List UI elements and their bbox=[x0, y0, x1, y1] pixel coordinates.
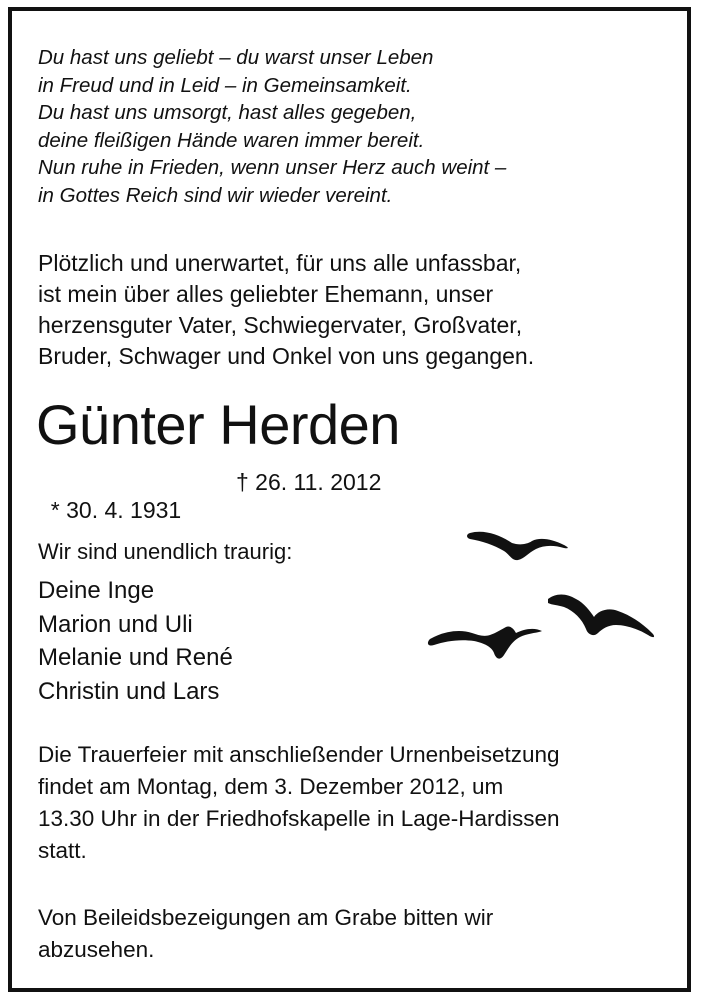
condolence-note bbox=[38, 902, 493, 966]
poem-line: in Gottes Reich sind wir wieder vereint. bbox=[38, 183, 393, 207]
condolence-line: abzusehen. bbox=[38, 937, 155, 962]
announcement-text bbox=[38, 248, 534, 372]
announcement-line: Plötzlich und unerwartet, für uns alle unfassbar, bbox=[38, 250, 522, 276]
death-date: † 26. 11. 2012 bbox=[236, 469, 382, 495]
memorial-poem bbox=[38, 44, 506, 209]
bird-icon bbox=[467, 532, 568, 560]
funeral-notice bbox=[38, 739, 560, 867]
announcement-line: ist mein über alles geliebter Ehemann, unser bbox=[38, 281, 494, 307]
deceased-name: Günter Herden bbox=[36, 393, 400, 456]
condolence-line: Von Beileidsbezeigungen am Grabe bitten wir bbox=[38, 905, 494, 930]
funeral-line: findet am Montag, dem 3. Dezember 2012, um bbox=[38, 774, 504, 799]
poem-line: deine fleißigen Hände waren immer bereit. bbox=[38, 128, 425, 152]
poem-line: Du hast uns umsorgt, hast alles gegeben, bbox=[38, 101, 417, 124]
poem-line: Du hast uns geliebt – du warst unser Leben bbox=[38, 46, 434, 69]
mourner-name: Melanie und René bbox=[38, 644, 233, 671]
announcement-line: herzensguter Vater, Schwiegervater, Großvater, bbox=[38, 312, 523, 338]
funeral-line: statt. bbox=[38, 838, 87, 863]
funeral-line: Die Trauerfeier mit anschließender Urnenbeisetzung bbox=[38, 742, 560, 767]
mourner-name: Marion und Uli bbox=[38, 610, 193, 638]
bird-icon bbox=[428, 626, 542, 658]
birth-date: * 30. 4. 1931 bbox=[50, 497, 182, 523]
mourners-heading: Wir sind unendlich traurig: bbox=[38, 539, 293, 564]
poem-line: in Freud und in Leid – in Gemeinsamkeit. bbox=[38, 73, 412, 97]
mourner-name: Deine Inge bbox=[38, 577, 155, 604]
mourner-name: Christin und Lars bbox=[38, 677, 220, 705]
flying-birds-icon bbox=[420, 515, 670, 665]
poem-line: Nun ruhe in Frieden, wenn unser Herz auch weint – bbox=[38, 156, 507, 179]
bird-icon bbox=[548, 595, 654, 638]
funeral-line: 13.30 Uhr in der Friedhofskapelle in Lage-Hardissen bbox=[38, 806, 560, 831]
announcement-line: Bruder, Schwager und Onkel von uns gegangen. bbox=[38, 343, 535, 369]
mourners-list bbox=[38, 574, 233, 708]
